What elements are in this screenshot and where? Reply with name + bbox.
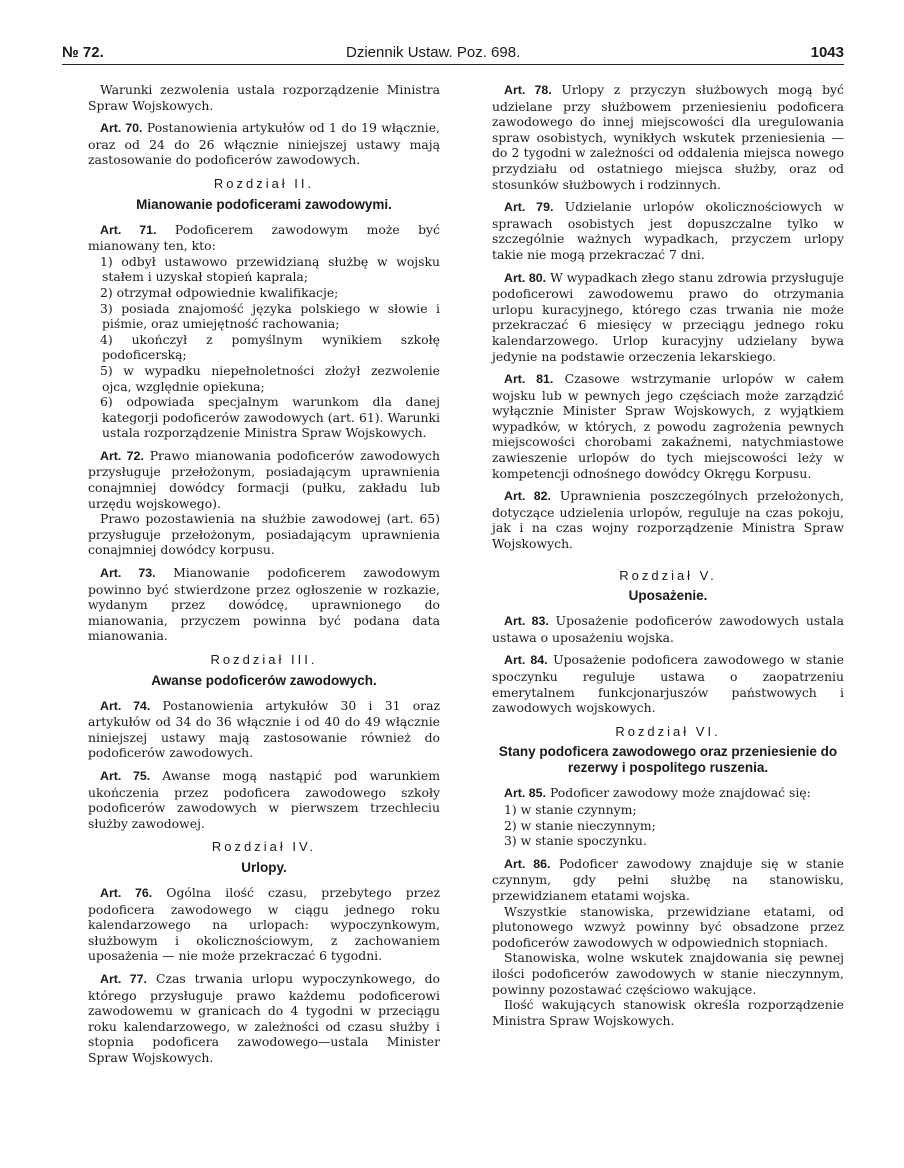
paragraph: Prawo pozostawienia na służbie zawodowej (art. 65) przysługuje przełożonym, posiadającym uprawnienia conajmniej dowódcy korpusu.	[88, 511, 440, 558]
article-77	[88, 971, 440, 1066]
list-item: 3) w stanie spoczynku.	[504, 833, 647, 849]
article-81	[492, 371, 844, 481]
article-label: Art. 82.	[504, 489, 551, 504]
article-label: Art. 77.	[100, 971, 148, 986]
article-79	[492, 199, 844, 262]
article-74	[88, 698, 440, 761]
article-label: Art. 73.	[100, 566, 156, 581]
article-text: Mianowanie podoficerem zawodowym powinno być stwierdzone przez ogłoszenie w rozkazie, wydanym przez dowódcę, uprawnionego do mianowania, przyczem powinna być podana data mianowania.	[88, 565, 440, 644]
right-column	[492, 82, 844, 1035]
paragraph: Wszystkie stanowiska, przewidziane etatami, od plutonowego wzwyż powinny być obsadzone przez podoficerów zawodowych w odpowiednich stopniach.	[492, 903, 844, 950]
list-item: 1) w stanie czynnym;	[504, 801, 637, 817]
article-text: Czasowe wstrzymanie urlopów w całem wojsku lub w pewnych jego częściach może zarządzić wyłącznie Minister Spraw Wojskowych, z wyjątkiem wypadków, w których, z powodu zagrożenia pewnych miejscowości chorobami zakaźnemi, natychmiastowe zawieszenie urlopów do tych miejscowości leży w kompetencji odnośnego dowódcy Okręgu Korpusu.	[492, 371, 844, 481]
issue-number: № 72.	[62, 44, 104, 61]
paragraph: Warunki zezwolenia ustala rozporządzenie Ministra Spraw Wojskowych.	[88, 82, 440, 113]
page-header	[62, 40, 844, 65]
chapter-heading: Rozdział II.	[213, 175, 315, 191]
article-85	[492, 785, 844, 802]
article-label: Art. 79.	[504, 200, 554, 215]
article-text: Uposażenie podoficerów zawodowych ustala ustawa o uposażeniu wojska.	[492, 613, 844, 645]
article-76	[88, 885, 440, 964]
article-80	[492, 270, 844, 365]
article-text: Postanowienia artykułów 30 i 31 oraz artykułów od 34 do 36 włącznie i od 40 do 49 włącznie niniejszej ustawy mają zastosowanie również do podoficerów zawodowych.	[88, 697, 440, 761]
article-78	[492, 82, 844, 192]
article-text: Uposażenie podoficera zawodowego w stanie spoczynku reguluje ustawa o zaopatrzeniu emerytalnem funkcjonarjuszów państwowych i zawodowych wojskowych.	[492, 652, 844, 716]
article-71	[88, 222, 440, 254]
article-label: Art. 71.	[100, 222, 157, 237]
chapter-title: Mianowanie podoficerami zawodowymi.	[136, 196, 392, 212]
article-text: Awanse mogą nastąpić pod warunkiem ukończenia przez podoficera zawodowego szkoły podoficerów zawodowych w pierwszem trzechleciu służby zawodowej.	[88, 767, 440, 831]
article-text: Urlopy z przyczyn służbowych mogą być udzielane przy służbowem przeniesieniu podoficera zawodowego do innej miejscowości dla uregulowania spraw osobistych, wynikłych wskutek przeniesienia — do 2 tygodni w zależności od oddalenia miejsca nowego przydziału od ostatniego miejsca służby, oraz od stosunków służbowych i rodzinnych.	[492, 82, 844, 192]
article-70	[88, 120, 440, 168]
article-83	[492, 613, 844, 645]
article-text: Postanowienia artykułów od 1 do 19 włącznie, oraz od 24 do 26 włącznie niniejszej ustawy mają zastosowanie do podoficerów zawodowych.	[88, 120, 440, 168]
article-label: Art. 86.	[504, 856, 551, 871]
journal-title: Dziennik Ustaw. Poz. 698.	[346, 44, 521, 61]
article-label: Art. 70.	[100, 121, 143, 136]
list-item: 4) ukończył z pomyślnym wynikiem szkołę podoficerską;	[100, 331, 440, 363]
article-text: Uprawnienia poszczególnych przełożonych, dotyczące udzielenia urlopów, reguluje na czas pokoju, jak i na czas wojny rozporządzenie Ministra Spraw Wojskowych.	[492, 488, 844, 552]
article-75	[88, 768, 440, 831]
chapter-title: Uposażenie.	[628, 588, 708, 604]
left-column	[88, 82, 440, 1072]
article-text: Czas trwania urlopu wypoczynkowego, do którego przysługuje prawo każdemu podoficerowi zawodowemu w granicach do 4 tygodni w przeciągu roku kalendarzowego, w zależności od czasu służby i stopnia podoficera zawodowego—ustala Minister Spraw Wojskowych.	[88, 970, 440, 1065]
chapter-heading: Rozdział IV.	[211, 839, 317, 855]
article-label: Art. 80.	[504, 270, 547, 285]
article-84	[492, 652, 844, 715]
list-item: 5) w wypadku niepełnoletności złożył zezwolenie ojca, względnie opiekuna;	[100, 362, 440, 394]
list-item: 2) w stanie nieczynnym;	[504, 817, 656, 833]
article-label: Art. 75.	[100, 768, 151, 783]
list-item: 6) odpowiada specjalnym warunkom dla danej kategorji podoficerów zawodowych (art. 61). Warunki ustala rozporządzenie Ministra Spraw Wojskowych.	[100, 394, 440, 441]
article-text: Podoficer zawodowy znajduje się w stanie czynnym, gdy pełni służbę na stanowisku, przewidzianem etatami wojska.	[492, 855, 844, 903]
article-label: Art. 85.	[504, 786, 547, 801]
paragraph: Ilość wakujących stanowisk określa rozporządzenie Ministra Spraw Wojskowych.	[492, 997, 844, 1028]
list-item: 1) odbył ustawowo przewidzianą służbę w wojsku stałem i uzyskał stopień kaprala;	[100, 253, 440, 285]
article-label: Art. 78.	[504, 83, 552, 97]
article-label: Art. 74.	[100, 698, 151, 713]
paragraph: Stanowiska, wolne wskutek znajdowania się pewnej ilości podoficerów zawodowych w stanie nieczynnym, powinny pozostawać częściowo wakujące.	[492, 950, 844, 997]
list-item: 2) otrzymał odpowiednie kwalifikacje;	[100, 284, 339, 300]
article-72	[88, 448, 440, 511]
article-text: Prawo mianowania podoficerów zawodowych przysługuje przełożonym, posiadającym uprawnienia conajmniej dowódcy formacji (pułku, zakładu lub urzędu wojskowego).	[88, 447, 440, 511]
article-text: W wypadkach złego stanu zdrowia przysługuje podoficerowi zawodowemu prawo do otrzymania urlopu kuracyjnego, którego czas trwania nie może przekraczać 6 miesięcy w przeciągu jednego roku kalendarzowego. Urlop kuracyjny udzielany bywa jedynie na podstawie orzeczenia lekarskiego.	[492, 269, 844, 364]
article-text: Podoficerem zawodowym może być mianowany ten, kto:	[88, 221, 440, 254]
article-text: Ogólna ilość czasu, przebytego przez podoficera zawodowego w ciągu jednego roku kalendarzowego na urlopach: wypoczynkowym, służbowym i okolicznościowym, z zachowaniem uposażenia — nie może przekraczać 6 tygodni.	[88, 884, 440, 964]
chapter-heading: Rozdział VI.	[615, 723, 721, 739]
chapter-title: Awanse podoficerów zawodowych.	[151, 672, 377, 688]
chapter-heading: Rozdział V.	[619, 567, 717, 583]
article-label: Art. 84.	[504, 653, 548, 668]
article-text: Podoficer zawodowy może znajdować się:	[549, 785, 811, 801]
page-number: 1043	[810, 44, 844, 61]
chapter-title: Stany podoficera zawodowego oraz przeniesienie do rezerwy i pospolitego ruszenia.	[498, 744, 838, 776]
chapter-title: Urlopy.	[241, 859, 287, 875]
article-label: Art. 76.	[100, 885, 153, 900]
article-86	[492, 856, 844, 904]
article-82	[492, 488, 844, 551]
article-label: Art. 72.	[100, 448, 144, 463]
chapter-heading: Rozdział III.	[210, 652, 318, 667]
article-73	[88, 565, 440, 644]
article-text: Udzielanie urlopów okolicznościowych w sprawach osobistych jest dopuszczalne tylko w szczególnie ważnych wypadkach, przyczem urlopy takie nie mogą przekraczać 7 dni.	[492, 199, 844, 262]
article-label: Art. 83.	[504, 614, 549, 629]
list-item: 3) posiada znajomość języka polskiego w słowie i piśmie, oraz umiejętność rachowania;	[100, 300, 440, 332]
article-label: Art. 81.	[504, 372, 554, 387]
